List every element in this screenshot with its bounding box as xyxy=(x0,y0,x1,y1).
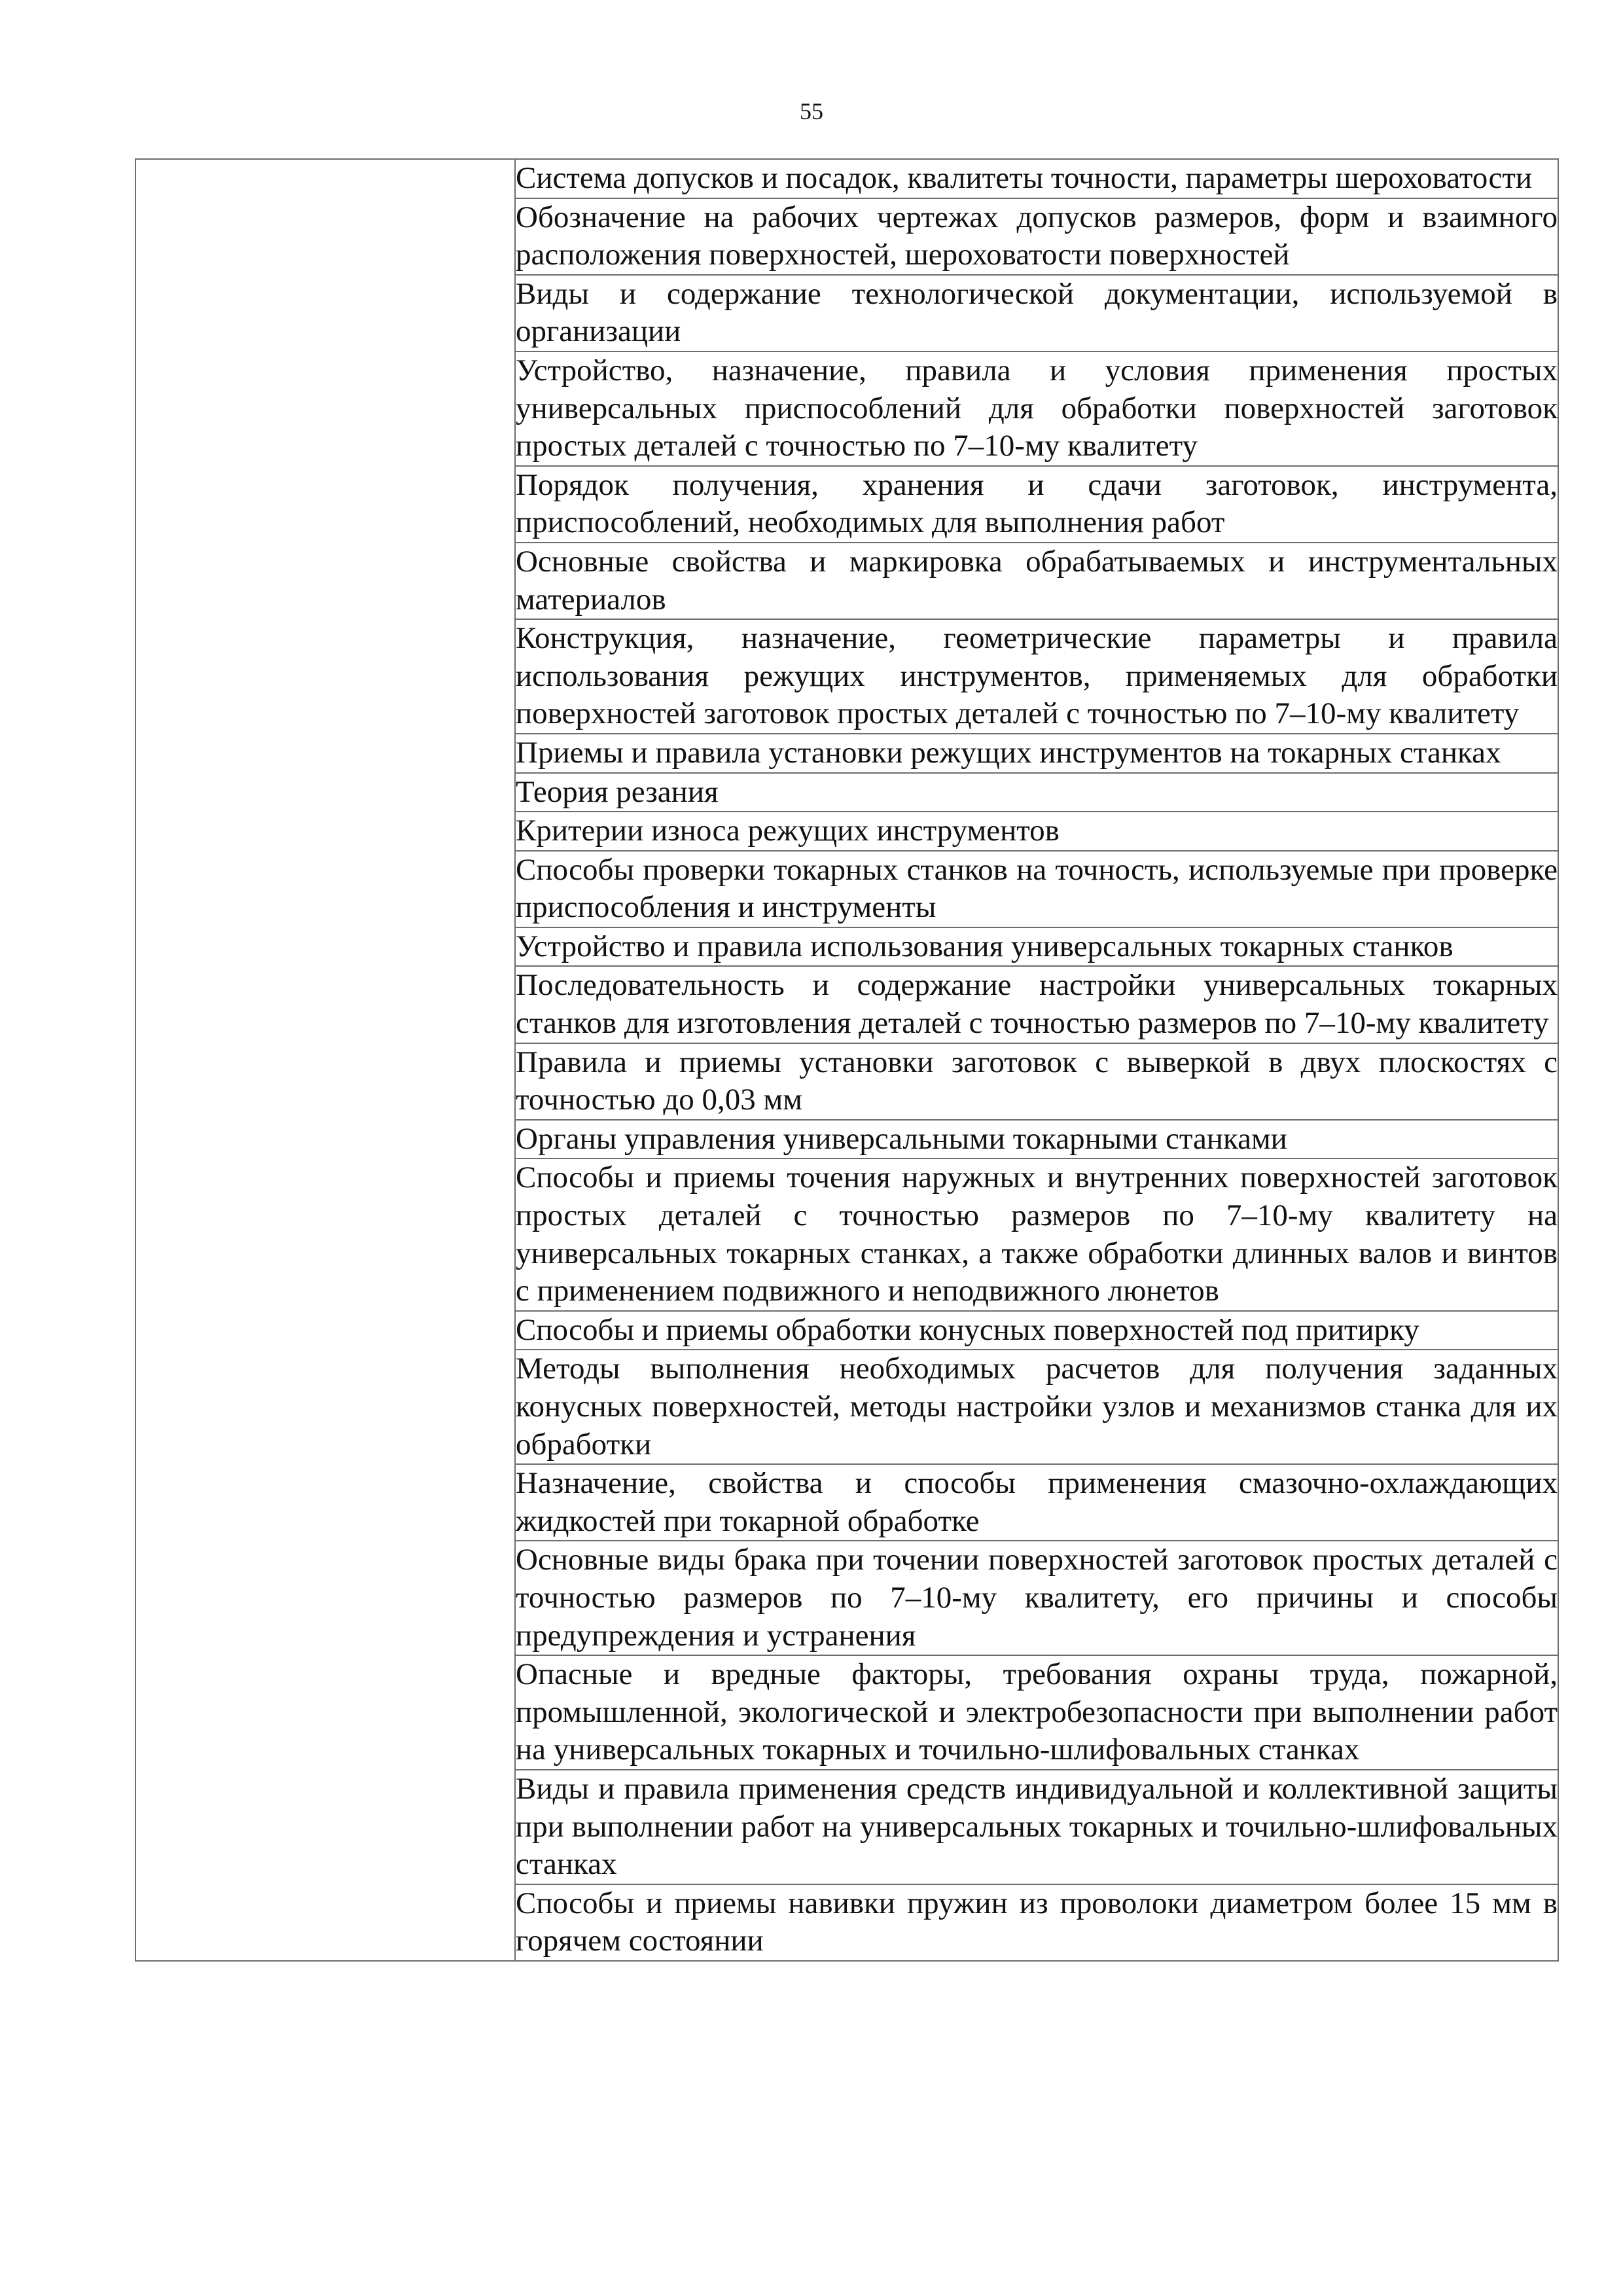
table-body xyxy=(135,159,1558,1961)
requirement-item: Теория резания xyxy=(515,773,1558,812)
requirement-item: Способы проверки токарных станков на точность, используемые при проверке приспособления и инструменты xyxy=(515,851,1558,927)
requirement-item: Система допусков и посадок, квалитеты точности, параметры шероховатости xyxy=(515,159,1558,198)
requirement-item: Правила и приемы установки заготовок с выверкой в двух плоскостях с точностью до 0,03 мм xyxy=(515,1043,1558,1120)
requirement-item: Способы и приемы навивки пружин из проволоки диаметром более 15 мм в горячем состоянии xyxy=(515,1884,1558,1961)
requirement-item: Способы и приемы обработки конусных поверхностей под притирку xyxy=(515,1311,1558,1350)
requirement-item: Способы и приемы точения наружных и внутренних поверхностей заготовок простых деталей с точностью размеров по 7–10-му квалитету на универсальных токарных станках, а также обработки длинных валов и винтов с применением подвижного и неподвижного люнетов xyxy=(515,1158,1558,1310)
requirement-item: Назначение, свойства и способы применения смазочно-охлаждающих жидкостей при токарной обработке xyxy=(515,1464,1558,1541)
requirement-item: Последовательность и содержание настройки универсальных токарных станков для изготовления деталей с точностью размеров по 7–10-му квалитету xyxy=(515,966,1558,1043)
requirement-item: Порядок получения, хранения и сдачи заготовок, инструмента, приспособлений, необходимых для выполнения работ xyxy=(515,466,1558,543)
requirement-item: Устройство и правила использования универсальных токарных станков xyxy=(515,927,1558,967)
requirement-item: Устройство, назначение, правила и условия применения простых универсальных приспособлений для обработки поверхностей заготовок простых деталей с точностью по 7–10-му квалитету xyxy=(515,351,1558,466)
requirement-item: Приемы и правила установки режущих инструментов на токарных станках xyxy=(515,734,1558,773)
requirement-item: Виды и правила применения средств индивидуальной и коллективной защиты при выполнении работ на универсальных токарных и точильно-шлифовальных станках xyxy=(515,1770,1558,1884)
table-row xyxy=(135,159,1558,198)
requirement-item: Критерии износа режущих инструментов xyxy=(515,812,1558,851)
table-left-column-empty-cell xyxy=(135,159,515,1961)
requirements-table xyxy=(135,158,1559,1962)
requirement-item: Органы управления универсальными токарными станками xyxy=(515,1120,1558,1159)
requirement-item: Конструкция, назначение, геометрические параметры и правила использования режущих инструментов, применяемых для обработки поверхностей заготовок простых деталей с точностью по 7–10-му квалитету xyxy=(515,619,1558,734)
requirement-item: Методы выполнения необходимых расчетов для получения заданных конусных поверхностей, методы настройки узлов и механизмов станка для их обработки xyxy=(515,1350,1558,1464)
page-number: 55 xyxy=(800,98,823,124)
requirement-item: Виды и содержание технологической документации, используемой в организации xyxy=(515,275,1558,351)
requirement-item: Основные свойства и маркировка обрабатываемых и инструментальных материалов xyxy=(515,543,1558,619)
requirement-item: Обозначение на рабочих чертежах допусков размеров, форм и взаимного расположения поверхностей, шероховатости поверхностей xyxy=(515,198,1558,275)
requirement-item: Опасные и вредные факторы, требования охраны труда, пожарной, промышленной, экологической и электробезопасности при выполнении работ на универсальных токарных и точильно-шлифовальных станках xyxy=(515,1655,1558,1770)
requirement-item: Основные виды брака при точении поверхностей заготовок простых деталей с точностью размеров по 7–10-му квалитету, его причины и способы предупреждения и устранения xyxy=(515,1541,1558,1655)
